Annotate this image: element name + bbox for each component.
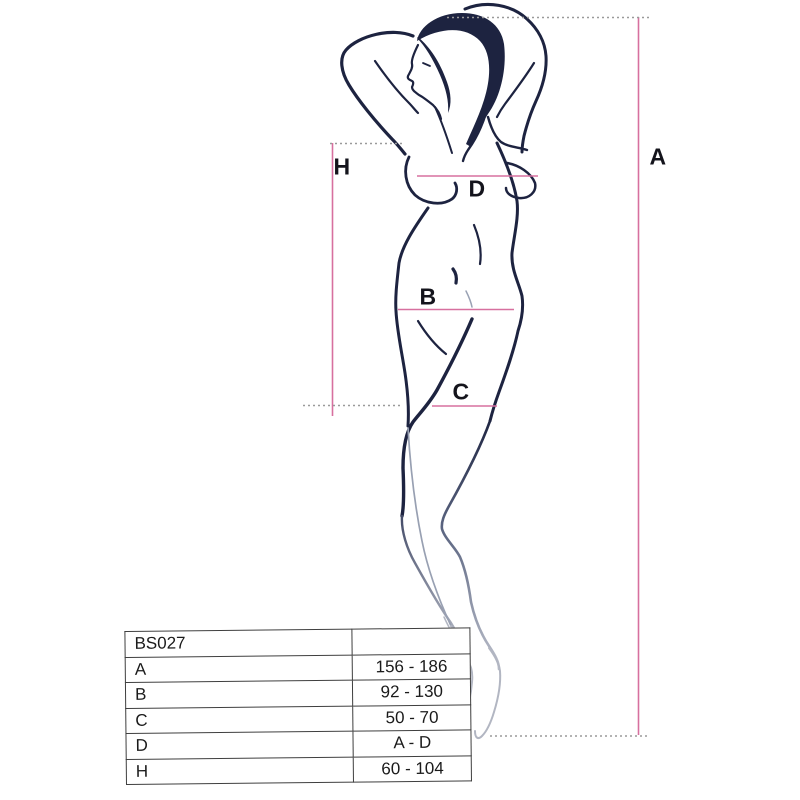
row-label-cell: A — [125, 655, 353, 683]
measure-label-a: A — [649, 143, 667, 170]
row-label-cell: B — [125, 680, 353, 708]
measure-label-h: H — [333, 153, 351, 180]
left-breast — [406, 157, 457, 203]
back-muscle-line — [474, 225, 481, 264]
row-label-cell: C — [126, 706, 354, 734]
row-value-cell: 156 - 186 — [353, 653, 471, 680]
right-breast — [506, 163, 535, 198]
near-shin — [402, 516, 460, 643]
row-value-cell: 92 - 130 — [353, 679, 471, 706]
size-table-container — [124, 627, 472, 785]
size-table — [124, 627, 472, 785]
hair-strand-shape — [417, 37, 451, 113]
row-value-cell: 50 - 70 — [353, 704, 471, 731]
eye-line — [423, 63, 430, 66]
row-value-cell: A - D — [353, 730, 471, 757]
jaw-neck-line — [435, 107, 452, 153]
table-row — [126, 730, 471, 759]
far-foot — [475, 648, 500, 738]
table-header-row — [125, 628, 470, 657]
product-code-cell: BS027 — [125, 629, 353, 657]
row-label-cell: D — [126, 731, 354, 759]
table-row — [125, 679, 470, 708]
table-row — [126, 704, 471, 733]
crotch-line — [418, 321, 446, 354]
far-shin-light — [408, 428, 451, 626]
navel — [453, 269, 456, 283]
row-value-cell: 60 - 104 — [354, 755, 472, 782]
table-row — [125, 653, 470, 682]
left-body-outline — [396, 208, 428, 426]
hip-crease — [466, 291, 472, 307]
right-body-outline — [490, 143, 523, 421]
product-code-value-cell — [352, 628, 470, 655]
measure-label-c: C — [452, 378, 470, 405]
measure-label-b: B — [419, 283, 437, 310]
measure-label-d: D — [468, 175, 486, 202]
row-label-cell: H — [126, 757, 354, 785]
table-row — [126, 755, 471, 784]
left-arm-outer — [342, 32, 413, 154]
